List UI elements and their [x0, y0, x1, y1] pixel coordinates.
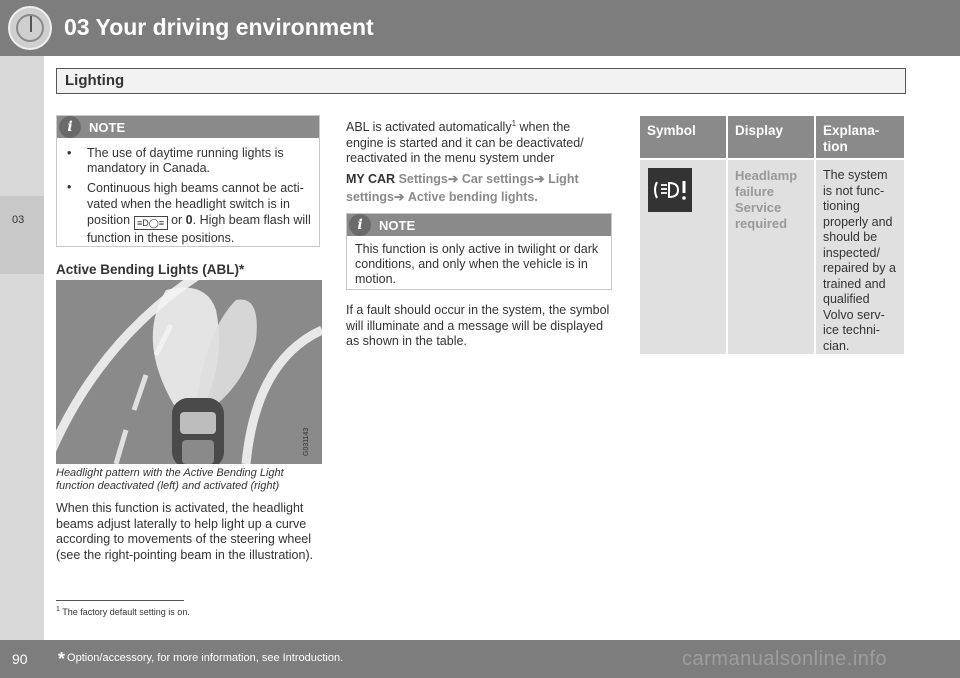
explanation-text: The system is not func-tioning properly and should be inspected/ repaired by a trained and qualified Volvo serv-ice techni-cian.: [823, 168, 896, 353]
page-footer: [0, 640, 960, 678]
table-cell-symbol: [640, 160, 726, 354]
info-icon: i: [59, 116, 81, 138]
table-header-display: Display: [728, 116, 814, 158]
page-number: 90: [12, 651, 28, 667]
section-title: Lighting: [65, 72, 125, 89]
note-box-daytime: i NOTE • The use of daytime running lights is mandatory in Canada. • Continuous high beams cannot be acti-vated when the headlight switch is in position ≡D◯≡ or 0. High beam flash will function in these positions.: [56, 115, 320, 247]
watermark: carmanualsonline.info: [682, 648, 888, 670]
fault-text: If a fault should occur in the system, the symbol will illuminate and a message will be displayed as shown in the table.: [346, 303, 610, 348]
footnote: $^1$ The factory default setting is on.: [56, 606, 190, 617]
abl-description: When this function is activated, the headlight beams adjust laterally to help light up a curve according to movements of the steering wheel (see the right-pointing beam in the illustration).: [56, 501, 314, 562]
illustration-code: G031143: [303, 427, 310, 456]
footnote-divider: [56, 600, 184, 601]
table-cell-explanation: [816, 160, 904, 354]
footer-note: * Option/accessory, for more information, see Introduction.: [58, 649, 344, 669]
menu-path: MY CAR Settings➔ Car settings➔ Light settings➔ Active bending lights.: [346, 171, 579, 204]
speedometer-icon: [8, 6, 52, 50]
note-title: NOTE: [89, 120, 126, 135]
note-title: NOTE: [379, 218, 416, 233]
abl-illustration: [56, 280, 322, 464]
illustration-caption: Headlight pattern with the Active Bending Light function deactivated (left) and activated (right): [56, 467, 284, 492]
note-text: This function is only active in twilight or dark conditions, and only when the vehicle is in motion.: [355, 242, 599, 286]
abl-heading: Active Bending Lights (ABL)*: [56, 262, 245, 277]
table-header-symbol: Symbol: [640, 116, 726, 158]
side-bar: [0, 56, 44, 640]
table-cell-display: [728, 160, 814, 354]
info-icon: i: [349, 214, 371, 236]
chapter-tab: [0, 196, 44, 274]
note-box-twilight: [346, 213, 612, 290]
page-header: [0, 0, 960, 56]
chapter-title: 03 Your driving environment: [64, 14, 374, 40]
headlight-position-icon: ≡D◯≡: [134, 216, 168, 230]
table-header-explanation: Explana-tion: [816, 116, 904, 158]
section-header: [56, 68, 906, 94]
headlamp-warning-icon: [648, 168, 692, 212]
abl-activation-text: ABL is activated automatically$^1$ when the engine is started and it can be deactivated/ reactivated in the menu system under MY CAR Settings➔ Car settings➔ Light settings➔ Active bending lights.: [346, 116, 608, 206]
display-message: Headlamp failure Service required: [735, 168, 798, 231]
chapter-tab-number: 03: [12, 214, 25, 226]
car-illustration: [172, 398, 224, 464]
symbol-table: [640, 116, 904, 354]
